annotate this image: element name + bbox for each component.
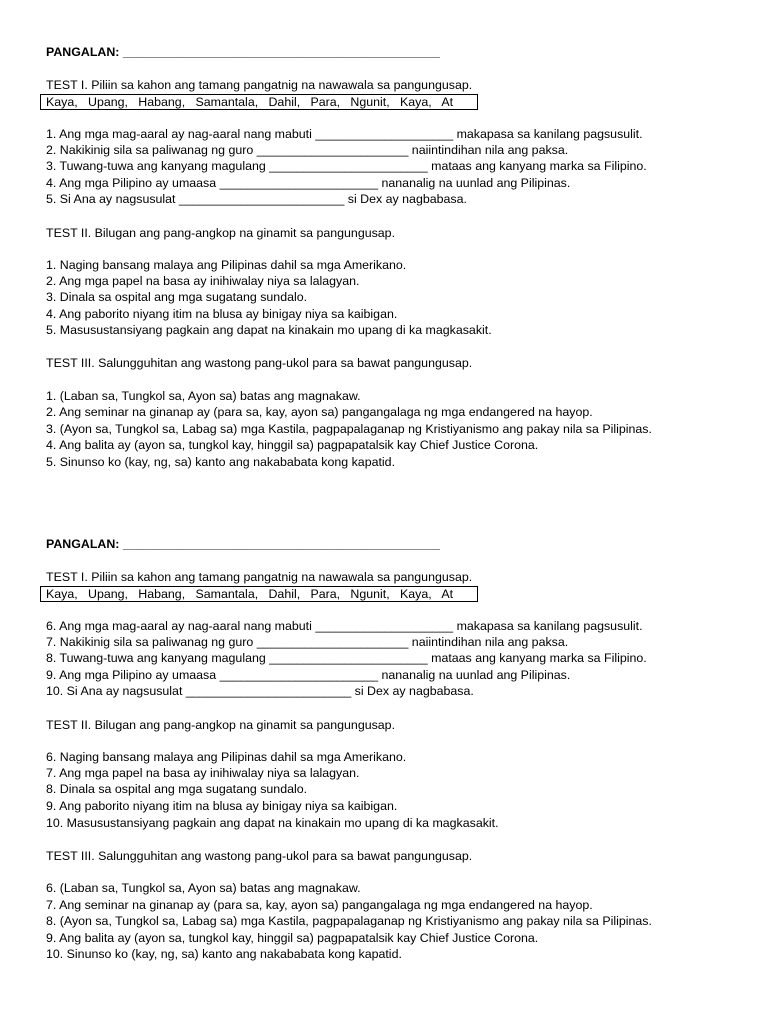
test2-item: 4. Ang paborito niyang itim na blusa ay binigay niya sa kaibigan.: [46, 307, 398, 321]
test1-item: 9. Ang mga Pilipino ay umaasa _______________________ nananalig na uunlad ang Pilipinas.: [46, 668, 571, 682]
test1-item: 1. Ang mga mag-aaral ay nag-aaral nang mabuti ____________________ makapasa sa kanilang pagsusulit.: [46, 127, 643, 141]
test1-item: 8. Tuwang-tuwa ang kanyang magulang _______________________ mataas ang kanyang marka sa Filipino.: [46, 651, 647, 665]
test2-item: 5. Masusustansiyang pagkain ang dapat na kinakain mo upang di ka magkasakit.: [46, 323, 492, 337]
test3-heading: TEST III. Salungguhitan ang wastong pang-ukol para sa bawat pangungusap.: [46, 849, 473, 863]
test2-item: 9. Ang paborito niyang itim na blusa ay binigay niya sa kaibigan.: [46, 799, 398, 813]
test2-item: 7. Ang mga papel na basa ay inihiwalay niya sa lalagyan.: [46, 766, 360, 780]
test2-item: 6. Naging bansang malaya ang Pilipinas dahil sa mga Amerikano.: [46, 750, 407, 764]
test1-heading: TEST I. Piliin sa kahon ang tamang pangatnig na nawawala sa pangungusap.: [46, 78, 473, 92]
test2-item: 3. Dinala sa ospital ang mga sugatang sundalo.: [46, 290, 308, 304]
test1-item: 10. Si Ana ay nagsusulat ________________________ si Dex ay nagbabasa.: [46, 684, 474, 698]
test3-item: 5. Sinunso ko (kay, ng, sa) kanto ang nakababata kong kapatid.: [46, 455, 396, 469]
test2-item: 1. Naging bansang malaya ang Pilipinas dahil sa mga Amerikano.: [46, 258, 407, 272]
test2-heading: TEST II. Bilugan ang pang-angkop na ginamit sa pangungusap.: [46, 226, 396, 240]
word-box: Kaya, Upang, Habang, Samantala, Dahil, Para, Ngunit, Kaya, At: [40, 586, 478, 602]
test3-item: 2. Ang seminar na ginanap ay (para sa, kay, ayon sa) pangangalaga ng mga endangered na hayop.: [46, 405, 593, 419]
test3-item: 8. (Ayon sa, Tungkol sa, Labag sa) mga Kastila, pagpapalaganap ng Kristiyanismo ang pakay nila sa Pilipinas.: [46, 914, 652, 928]
test2-item: 8. Dinala sa ospital ang mga sugatang sundalo.: [46, 782, 308, 796]
test1-item: 5. Si Ana ay nagsusulat ________________________ si Dex ay nagbabasa.: [46, 192, 467, 206]
test3-item: 6. (Laban sa, Tungkol sa, Ayon sa) batas ang magnakaw.: [46, 881, 361, 895]
test2-heading: TEST II. Bilugan ang pang-angkop na ginamit sa pangungusap.: [46, 718, 396, 732]
test3-heading: TEST III. Salungguhitan ang wastong pang-ukol para sa bawat pangungusap.: [46, 356, 473, 370]
test1-item: 2. Nakikinig sila sa paliwanag ng guro ______________________ naiintindihan nila ang paksa.: [46, 143, 569, 157]
test1-item: 6. Ang mga mag-aaral ay nag-aaral nang mabuti ____________________ makapasa sa kanilang pagsusulit.: [46, 619, 643, 633]
test1-item: 7. Nakikinig sila sa paliwanag ng guro ______________________ naiintindihan nila ang paksa.: [46, 635, 569, 649]
test3-item: 7. Ang seminar na ginanap ay (para sa, kay, ayon sa) pangangalaga ng mga endangered na hayop.: [46, 898, 593, 912]
word-box: Kaya, Upang, Habang, Samantala, Dahil, Para, Ngunit, Kaya, At: [40, 94, 478, 110]
test3-item: 9. Ang balita ay (ayon sa, tungkol kay, hinggil sa) pagpapatalsik kay Chief Justice Corona.: [46, 931, 539, 945]
test2-item: 10. Masusustansiyang pagkain ang dapat na kinakain mo upang di ka magkasakit.: [46, 816, 499, 830]
test3-item: 3. (Ayon sa, Tungkol sa, Labag sa) mga Kastila, pagpapalaganap ng Kristiyanismo ang pakay nila sa Pilipinas.: [46, 422, 652, 436]
test2-item: 2. Ang mga papel na basa ay inihiwalay niya sa lalagyan.: [46, 274, 360, 288]
test3-item: 10. Sinunso ko (kay, ng, sa) kanto ang nakababata kong kapatid.: [46, 947, 402, 961]
test1-heading: TEST I. Piliin sa kahon ang tamang pangatnig na nawawala sa pangungusap.: [46, 570, 473, 584]
test3-item: 4. Ang balita ay (ayon sa, tungkol kay, hinggil sa) pagpapatalsik kay Chief Justice Corona.: [46, 438, 539, 452]
test1-item: 3. Tuwang-tuwa ang kanyang magulang _______________________ mataas ang kanyang marka sa Filipino.: [46, 159, 647, 173]
test3-item: 1. (Laban sa, Tungkol sa, Ayon sa) batas ang magnakaw.: [46, 389, 361, 403]
test1-item: 4. Ang mga Pilipino ay umaasa _______________________ nananalig na uunlad ang Pilipinas.: [46, 176, 571, 190]
name-line: PANGALAN: ______________________________________________: [46, 537, 440, 551]
name-line: PANGALAN: ______________________________________________: [46, 45, 440, 59]
